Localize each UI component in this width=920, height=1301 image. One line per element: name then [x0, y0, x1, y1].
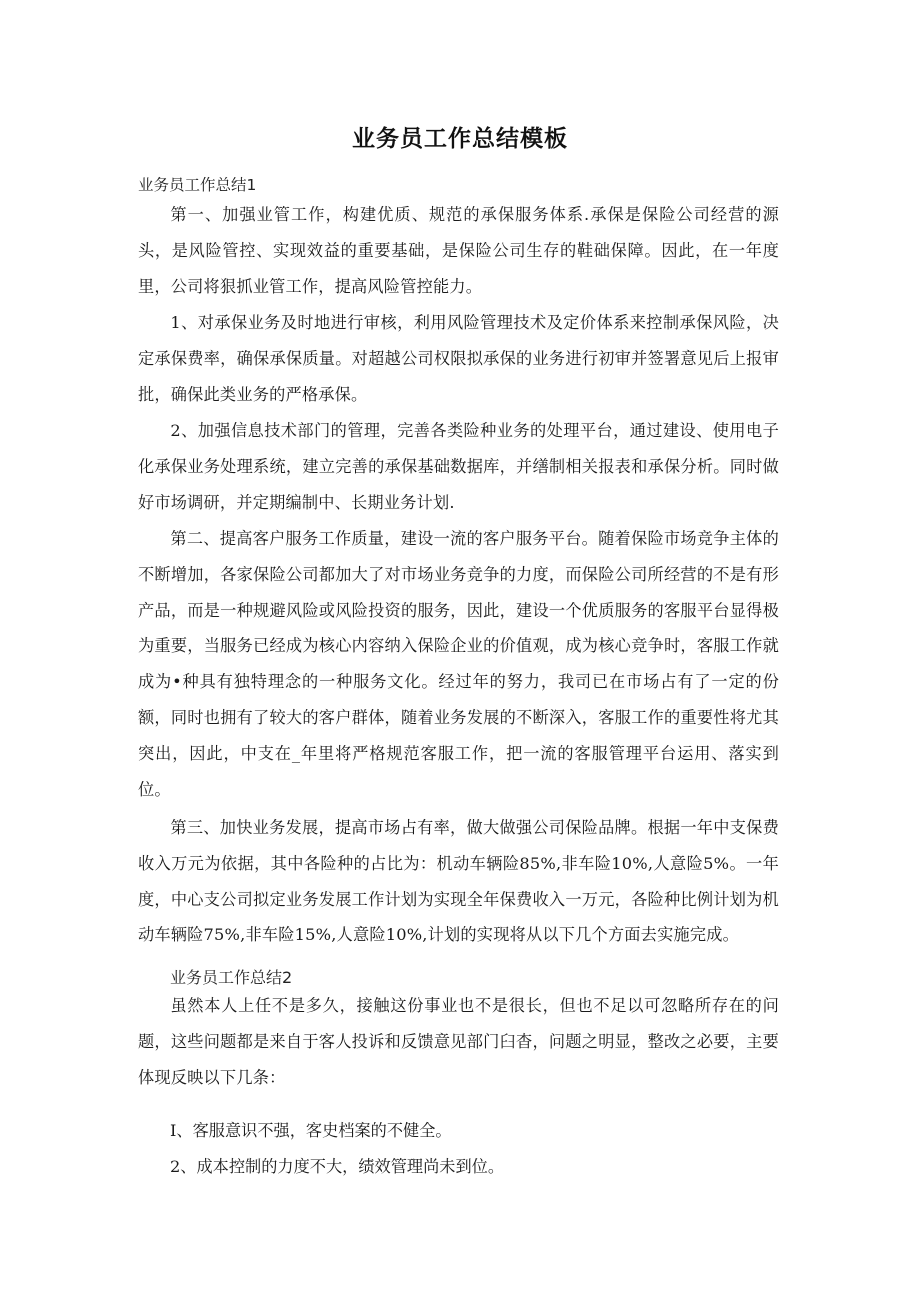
section1-heading: 业务员工作总结1: [138, 176, 257, 194]
paragraph: 第一、加强业管工作，构建优质、规范的承保服务体系.承保是保险公司经营的源头，是风险管控、实现效益的重要基础，是保险公司生存的鞋础保障。因此，在一年度里，公司将狠抓业管工作，提高风险管控能力。: [138, 205, 779, 296]
paragraph: 1、对承保业务及时地进行审核，利用风险管理技术及定价体系来控制承保风险，决定承保费率，确保承保质量。对超越公司权限拟承保的业务进行初审并签署意见后上报审批，确保此类业务的严格承保。: [138, 313, 779, 404]
list-item: I、客服意识不强，客史档案的不健全。: [170, 1121, 452, 1140]
paragraph: 2、加强信息技术部门的管理，完善各类险种业务的处理平台，通过建设、使用电子化承保业务处理系统，建立完善的承保基础数据库，并缮制相关报表和承保分析。同时做好市场调研，并定期编制中、长期业务计划.: [138, 421, 779, 512]
document-title: 业务员工作总结模板: [352, 126, 568, 152]
list-item: 2、成本控制的力度不大，绩效管理尚未到位。: [170, 1157, 505, 1176]
paragraph: 第三、加快业务发展，提高市场占有率，做大做强公司保险品牌。根据一年中支保费收入万元为依据，其中各险种的占比为：机动车辆险85%,非车险10%,人意险5%。一年度，中心支公司拟定业务发展工作计划为实现全年保费收入一万元，各险种比例计划为机动车辆险75%,非车险15%,人意险10%,计划的实现将从以下几个方面去实施完成。: [138, 818, 779, 945]
section2-heading: 业务员工作总结2: [170, 968, 293, 987]
paragraph: 第二、提高客户服务工作质量，建设一流的客户服务平台。随着保险市场竞争主体的不断增加，各家保险公司都加大了对市场业务竞争的力度，而保险公司所经营的不是有形产品，而是一种规避风险或风险投资的服务，因此，建设一个优质服务的客服平台显得极为重要，当服务已经成为核心内容纳入保险企业的价值观，成为核心竞争时，客服工作就成为•种具有独特理念的一种服务文化。经过年的努力，我司已在市场占有了一定的份额，同时也拥有了较大的客户群体，随着业务发展的不断深入，客服工作的重要性将尤其突出，因此，中支在_年里将严格规范客服工作，把一流的客服管理平台运用、落实到位。: [138, 529, 779, 799]
paragraph: 虽然本人上任不是多久，接触这份事业也不是很长，但也不足以可忽略所存在的问题，这些问题都是来自于客人投诉和反馈意见部门臼杳，问题之明显，整改之必要，主要体现反映以下几条：: [138, 996, 779, 1087]
